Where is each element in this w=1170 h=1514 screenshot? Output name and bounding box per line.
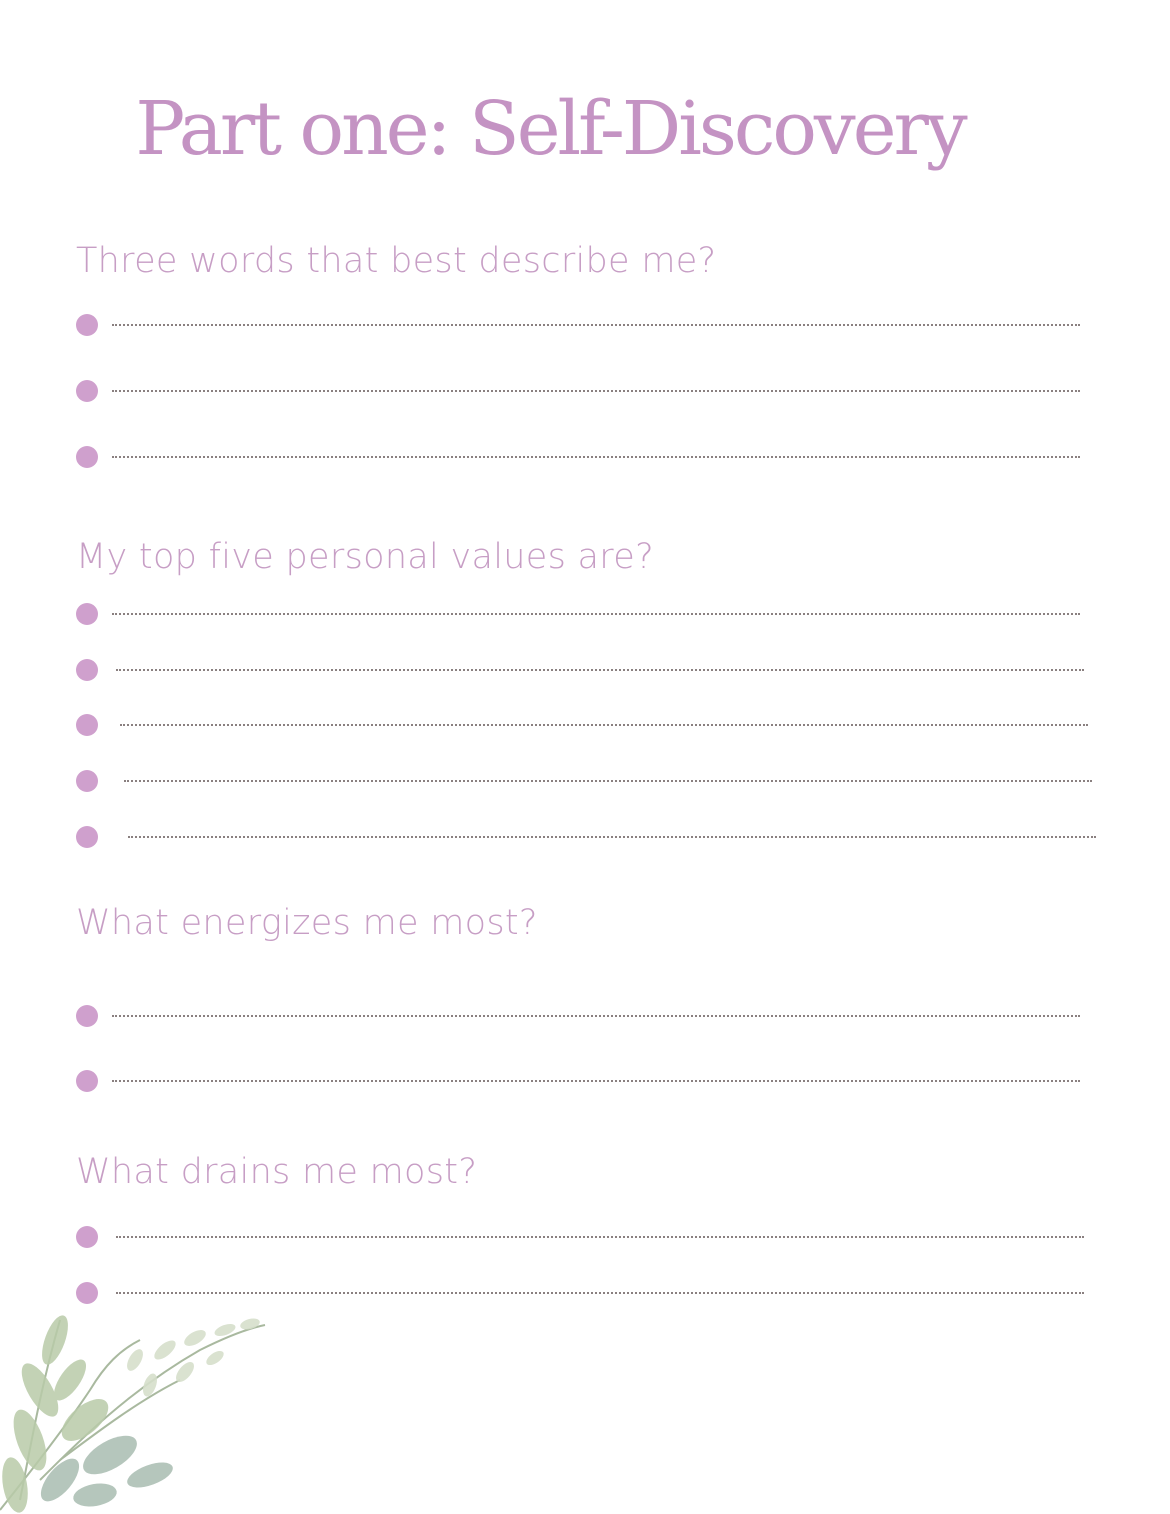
bullet-icon [76, 659, 98, 681]
bullet-icon [76, 1226, 98, 1248]
dotted-line [112, 1080, 1080, 1082]
eucalyptus-leaves-icon [0, 1280, 280, 1514]
bullet-icon [76, 380, 98, 402]
dotted-line [116, 669, 1084, 671]
bullet-icon [76, 1005, 98, 1027]
answer-line[interactable] [0, 826, 1170, 856]
bullet-icon [76, 314, 98, 336]
dotted-line [112, 613, 1080, 615]
dotted-line [120, 724, 1088, 726]
page-title: Part one: Self-Discovery [135, 86, 965, 172]
answer-line[interactable] [0, 314, 1170, 344]
dotted-line [112, 390, 1080, 392]
section-heading-drains: What drains me most? [76, 1152, 478, 1192]
section-heading-energizes: What energizes me most? [76, 903, 538, 943]
dotted-line [112, 456, 1080, 458]
dotted-line [128, 836, 1096, 838]
section-heading-three-words: Three words that best describe me? [76, 241, 717, 281]
answer-line[interactable] [0, 1226, 1170, 1256]
answer-line[interactable] [0, 659, 1170, 689]
answer-line[interactable] [0, 603, 1170, 633]
answer-line[interactable] [0, 446, 1170, 476]
answer-line[interactable] [0, 380, 1170, 410]
dotted-line [112, 324, 1080, 326]
bullet-icon [76, 603, 98, 625]
dotted-line [124, 780, 1092, 782]
dotted-line [112, 1015, 1080, 1017]
bullet-icon [76, 826, 98, 848]
dotted-line [116, 1236, 1084, 1238]
bullet-icon [76, 770, 98, 792]
bullet-icon [76, 446, 98, 468]
answer-line[interactable] [0, 714, 1170, 744]
answer-line[interactable] [0, 1070, 1170, 1100]
answer-line[interactable] [0, 770, 1170, 800]
bullet-icon [76, 714, 98, 736]
bullet-icon [76, 1070, 98, 1092]
section-heading-values: My top five personal values are? [76, 537, 654, 577]
answer-line[interactable] [0, 1005, 1170, 1035]
